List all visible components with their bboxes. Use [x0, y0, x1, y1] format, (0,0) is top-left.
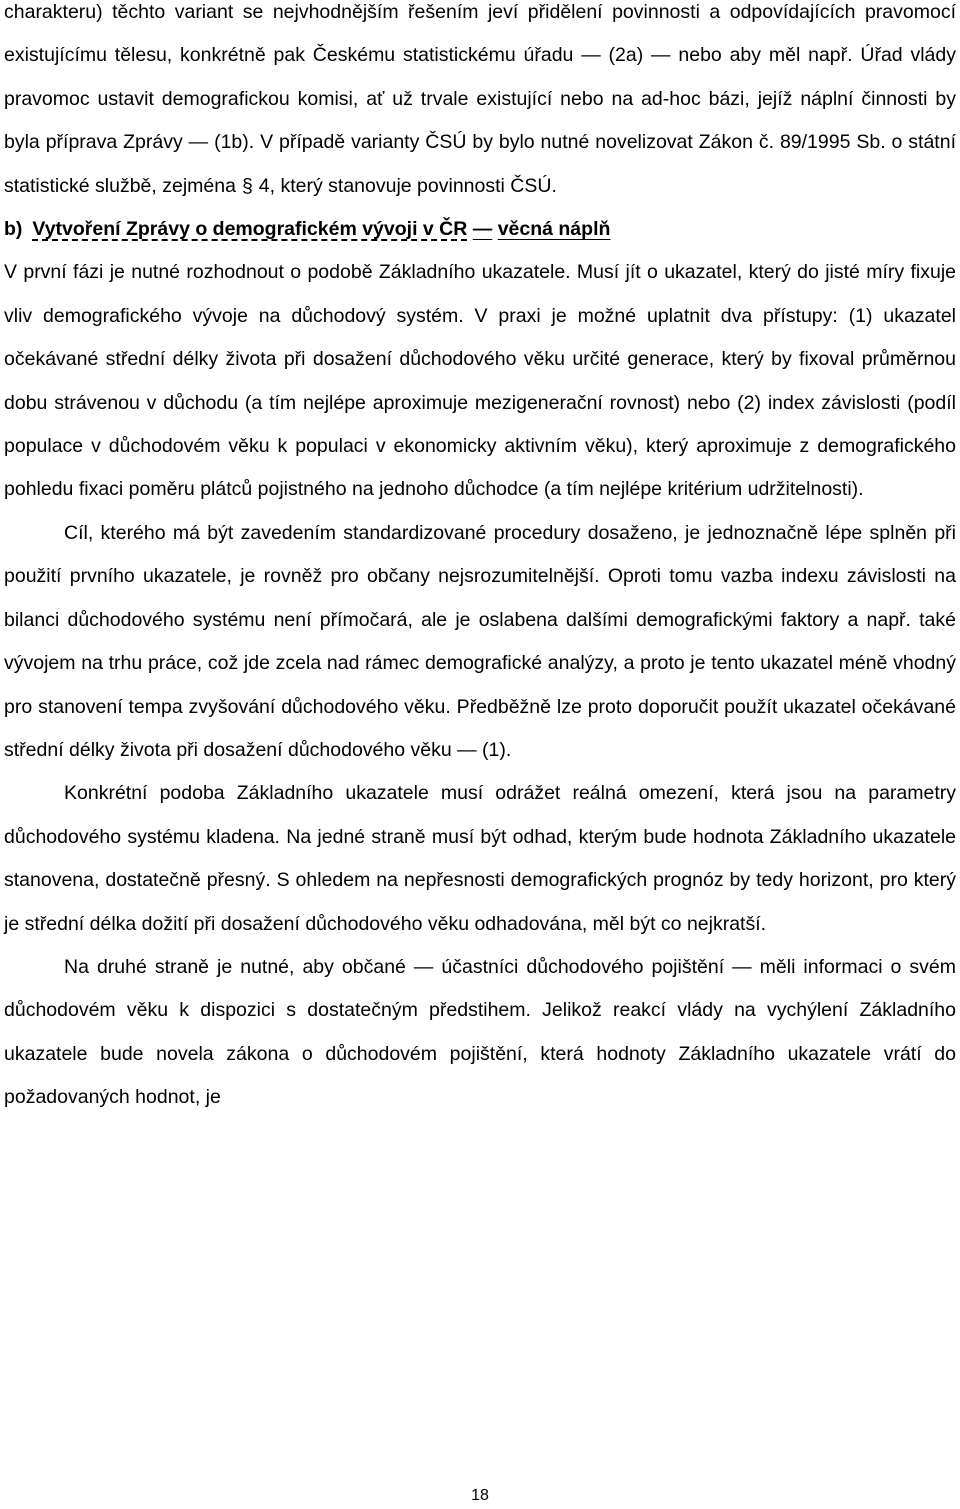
- intro-tail: 4, který stanovuje povinnosti ČSÚ.: [258, 174, 557, 197]
- paragraph-concrete-form: Konkrétní podoba Základního ukazatele musí odrážet reálná omezení, která jsou na parametry důchodového systému kladena. Na jedné straně musí být odhad, kterým bude hodnota Základního ukazatele stanovena, dostatečně přesný. S ohledem na nepřesnosti demografických prognóz by tedy horizont, pro který je střední délka dožití při dosažení důchodového věku odhadována, měl být co nejkratší.: [4, 782, 956, 935]
- paragraph-goal: Cíl, kterého má být zavedením standardizované procedury dosaženo, je jednoznačně lépe splněn při použití prvního ukazatele, je rovněž pro občany nejsrozumitelnější. Oproti tomu vazba indexu závislosti na bilanci důchodového systému není přímočará, ale je oslabena dalšími demografickými faktory a např. také vývojem na trhu práce, což jde zcela nad rámec demografické analýzy, a proto je tento ukazatel méně vhodný pro stanovení tempa zvyšování důchodového věku. Předběžně lze proto doporučit použít ukazatel očekávané střední délky života při dosažení důchodového věku — (1).: [4, 521, 956, 761]
- intro-paragraph: [4, 0, 956, 208]
- intro-text: charakteru) těchto variant se nejvhodnějším řešením jeví přidělení povinnosti a odpovídajících pravomocí existujícímu tělesu, konkrétně pak Českému statistickému úřadu — (2a) — nebo aby měl např. Úřad vlády pravomoc ustavit demografickou komisi, ať už trvale existující nebo na ad-hoc bázi, jejíž náplní činnosti by byla příprava Zprávy — (1b). V případě varianty ČSÚ by bylo nutné novelizovat Zákon č. 89/1995 Sb. o státní statistické službě, zejména: [4, 1, 956, 197]
- page-number: 18: [471, 1487, 489, 1504]
- heading-subtitle: věcná náplň: [497, 218, 611, 241]
- section-sign-icon: §: [241, 174, 253, 197]
- heading-title: Vytvoření Zprávy o demografickém vývoji v ČR: [32, 218, 468, 241]
- heading-prefix: b): [4, 218, 23, 241]
- body-text: [4, 0, 956, 1120]
- paragraph-other-side: Na druhé straně je nutné, aby občané — účastníci důchodového pojištění — měli informaci o svém důchodovém věku k dispozici s dostatečným předstihem. Jelikož reakcí vlády na vychýlení Základního ukazatele bude novela zákona o důchodovém pojištění, která hodnoty Základního ukazatele vrátí do požadovaných hodnot, je: [4, 955, 956, 1109]
- heading-dash: —: [472, 218, 493, 241]
- section-heading: [4, 208, 956, 251]
- paragraph-basic-indicator: V první fázi je nutné rozhodnout o podobě Základního ukazatele. Musí jít o ukazatel, který do jisté míry fixuje vliv demografického vývoje na důchodový systém. V praxi je možné uplatnit dva přístupy: (1) ukazatel očekávané střední délky života při dosažení důchodového věku určité generace, který by fixoval průměrnou dobu strávenou v důchodu (a tím nejlépe aproximuje mezigenerační rovnost) nebo (2) index závislosti (podíl populace v důchodovém věku k populaci v ekonomicky aktivním věku), který aproximuje z demografického pohledu fixaci poměru plátců pojistného na jednoho důchodce (a tím nejlépe kritérium udržitelnosti).: [4, 261, 956, 501]
